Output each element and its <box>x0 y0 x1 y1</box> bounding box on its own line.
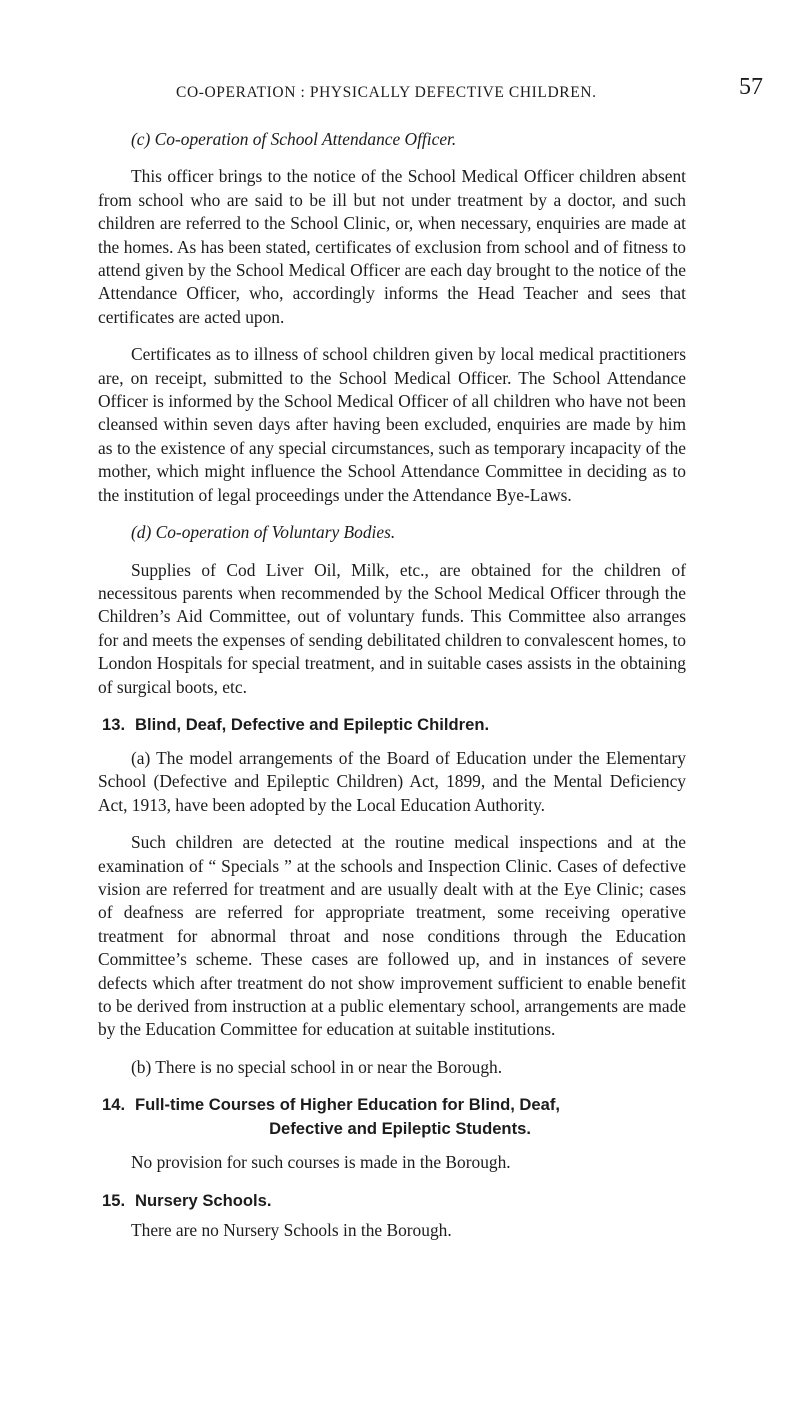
subsection-d-title: Co-operation of Voluntary Bodies. <box>155 522 396 543</box>
running-header: CO-OPERATION : PHYSICALLY DEFECTIVE CHILDREN. <box>176 84 597 101</box>
section-13-paragraph-2: Such children are detected at the routine medical inspections and at the examination of “ Specials ” at the schools and Inspection Clinic. Cases of defective vision are referred for treatment and are usually dealt with at the Eye Clinic; cases of deafness are referred for appropriate treatment, some receiving operative treatment for abnormal throat and nose conditions through the Education Committee’s scheme. These cases are followed up, and in instances of severe defects which after treatment do not show improvement sufficient to enable benefit to be derived from instruction at a public elementary school, arrangements are made by the Education Committee for education at suitable institutions. <box>98 832 686 1040</box>
section-14-title-line-1: Full-time Courses of Higher Education for Blind, Deaf, <box>135 1095 561 1115</box>
section-14-number: 14. <box>102 1095 126 1115</box>
section-14-heading <box>98 1093 686 1141</box>
subsection-d-paragraph-1: Supplies of Cod Liver Oil, Milk, etc., are obtained for the children of necessitous parents when recommended by the School Medical Officer through the Children’s Aid Committee, out of voluntary funds. This Committee also arranges for and meets the expenses of sending debilitated children to convalescent homes, to London Hospitals for special treatment, and in suitable cases assists in the obtaining of surgical boots, etc. <box>98 559 686 697</box>
section-15-heading <box>98 1189 686 1213</box>
section-14-paragraph-1: No provision for such courses is made in the Borough. <box>131 1152 511 1173</box>
section-15-title: Nursery Schools. <box>135 1190 272 1210</box>
section-13-number: 13. <box>102 714 126 734</box>
subsection-d-label: (d) <box>131 522 152 543</box>
page-body <box>98 128 686 1242</box>
section-15-paragraph-1: There are no Nursery Schools in the Borough. <box>131 1219 452 1240</box>
section-13-heading <box>98 713 686 737</box>
subsection-c-paragraph-2: Certificates as to illness of school children given by local medical practitioners are, on receipt, submitted to the School Medical Officer. The School Attendance Officer is informed by the School Medical Officer of all children who have not been cleansed within seven days after having been excluded, enquiries are made by him as to the existence of any special circumstances, such as temporary incapacity of the mother, which might influence the School Attendance Committee in deciding as to the institution of legal proceedings under the Attendance Bye-Laws. <box>98 344 686 505</box>
page-number: 57 <box>739 74 763 100</box>
section-13-paragraph-3: (b) There is no special school in or near the Borough. <box>131 1056 503 1077</box>
subsection-d-heading <box>98 521 686 544</box>
subsection-c-paragraph-1: This officer brings to the notice of the School Medical Officer children absent from school who are said to be ill but not under treatment by a doctor, and such children are referred to the School Clinic, or, when necessary, enquiries are made at the homes. As has been stated, certificates of exclusion from school and of fitness to attend given by the School Medical Officer are each day brought to the notice of the Attendance Officer, who, accordingly informs the Head Teacher and sees that certificates are acted upon. <box>98 166 686 327</box>
subsection-c-title: Co-operation of School Attendance Officer. <box>154 129 457 149</box>
section-15-number: 15. <box>102 1190 126 1210</box>
subsection-c-label: (c) <box>131 129 151 149</box>
section-13-paragraph-1: (a) The model arrangements of the Board of Education under the Elementary School (Defective and Epileptic Children) Act, 1899, and the Mental Deficiency Act, 1913, have been adopted by the Local Education Authority. <box>98 747 686 815</box>
section-13-title: Blind, Deaf, Defective and Epileptic Children. <box>135 714 490 734</box>
subsection-c-heading <box>98 128 686 151</box>
section-14-title-line-2: Defective and Epileptic Students. <box>269 1119 531 1139</box>
